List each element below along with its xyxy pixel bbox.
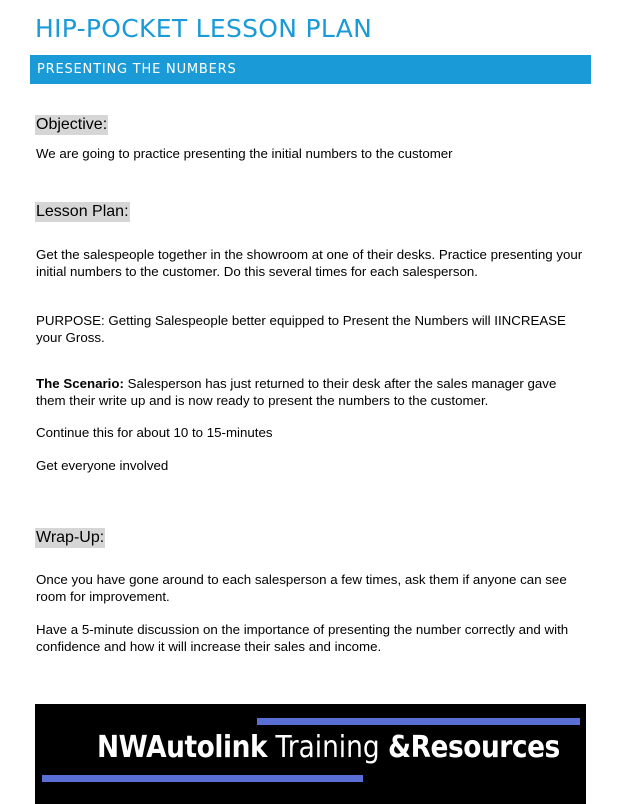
objective-text: We are going to practice presenting the initial numbers to the customer: [36, 146, 453, 161]
section-title-bar: PRESENTING THE NUMBERS: [30, 55, 591, 84]
document-title: HIP-POCKET LESSON PLAN: [35, 14, 373, 43]
scenario-text: Salesperson has just returned to their desk after the sales manager gave them their write up and is now ready to present the numbers to the customer.: [36, 376, 557, 408]
brand-name: NWAutolink: [97, 730, 268, 765]
banner-accent-bar-bottom: [42, 775, 363, 782]
lesson-plan-heading: Lesson Plan:: [36, 203, 129, 220]
lesson-plan-paragraph: Get the salespeople together in the showroom at one of their desks. Practice presenting your initial numbers to the customer. Do this several times for each salesperson.: [36, 247, 583, 279]
objective-heading: Objective:: [36, 116, 108, 133]
banner-accent-bar-top: [257, 718, 580, 725]
wrap-up-paragraph-1: Once you have gone around to each salesperson a few times, ask them if anyone can see room for improvement.: [36, 572, 567, 604]
scenario-label: The Scenario:: [36, 376, 124, 391]
involvement-paragraph: Get everyone involved: [36, 458, 169, 473]
scenario-paragraph: [36, 376, 586, 409]
purpose-paragraph: PURPOSE: Getting Salespeople better equipped to Present the Numbers will IINCREASE your Gross.: [36, 313, 566, 345]
brand-logo-text: [97, 730, 560, 765]
brand-training: Training: [267, 730, 389, 765]
wrap-up-heading: Wrap-Up:: [36, 529, 105, 546]
wrap-up-paragraph-2: Have a 5-minute discussion on the importance of presenting the number correctly and with confidence and how it will increase their sales and income.: [36, 622, 569, 654]
duration-paragraph: Continue this for about 10 to 15-minutes: [36, 425, 273, 440]
brand-banner: [35, 704, 586, 804]
brand-resources: &Resources: [388, 730, 560, 765]
